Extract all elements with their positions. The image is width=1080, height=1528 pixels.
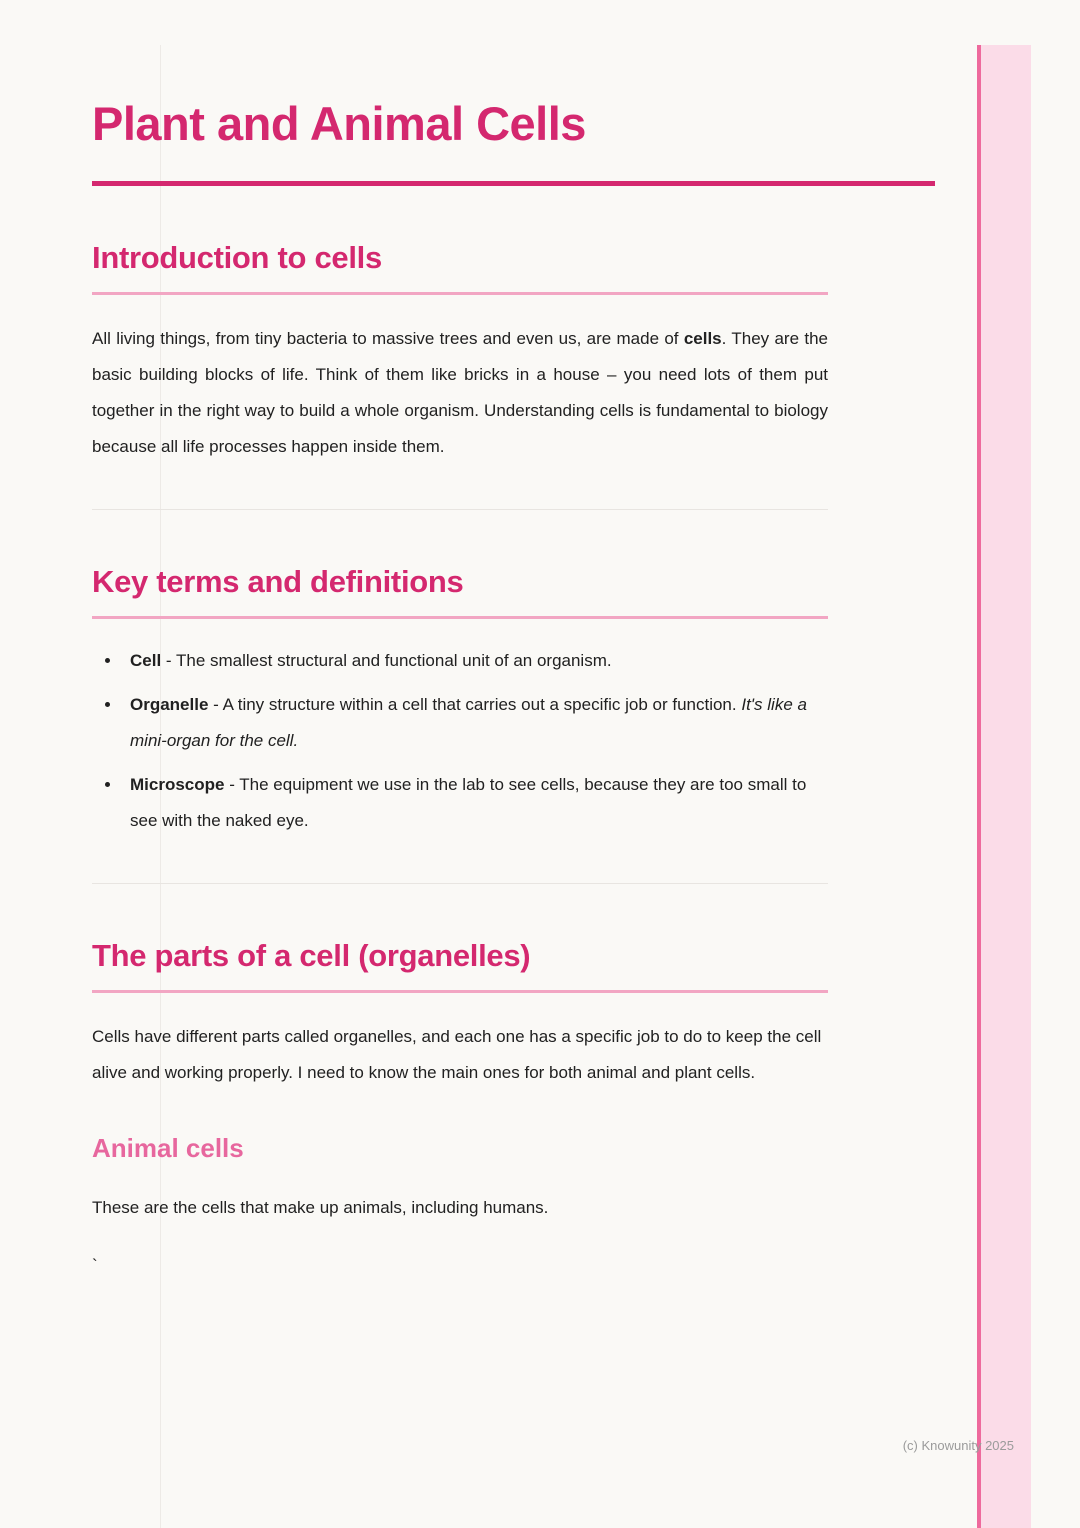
document-content [92, 0, 935, 1276]
term-item-cell: • Cell - The smallest structural and functional unit of an organism. [122, 643, 828, 679]
section-key-terms [92, 564, 828, 839]
section-heading-rule [92, 990, 828, 993]
section-divider [92, 883, 828, 884]
term-list [92, 643, 828, 839]
term-item-organelle: • Organelle - A tiny structure within a cell that carries out a specific job or function. It's like a mini-organ for the cell. [122, 687, 828, 759]
section-introduction [92, 240, 828, 465]
section-heading-rule [92, 616, 828, 619]
page-title: Plant and Animal Cells [92, 97, 586, 150]
section-heading-rule [92, 292, 828, 295]
section-divider [92, 509, 828, 510]
title-rule [92, 181, 935, 186]
term-item-microscope: • Microscope - The equipment we use in the lab to see cells, because they are too small to see with the naked eye. [122, 767, 828, 839]
side-strip [977, 45, 1031, 1528]
section-heading-key-terms: Key terms and definitions [92, 564, 464, 599]
intro-paragraph: All living things, from tiny bacteria to massive trees and even us, are made of cells. They are the basic building blocks of life. Think of them like bricks in a house – you need lots of them put together in the right way to build a whole organism. Understanding cells is fundamental to biology because all life processes happen inside them. [92, 329, 828, 456]
section-heading-parts: The parts of a cell (organelles) [92, 938, 531, 973]
stray-backtick: ` [92, 1256, 98, 1275]
parts-paragraph: Cells have different parts called organelles, and each one has a specific job to do to keep the cell alive and working properly. I need to know the main ones for both animal and plant cells. [92, 1027, 822, 1082]
subsection-heading-animal-cells: Animal cells [92, 1133, 244, 1163]
copyright: (c) Knowunity 2025 [902, 1438, 1014, 1453]
section-heading-introduction: Introduction to cells [92, 240, 382, 275]
section-parts-of-cell [92, 938, 828, 1276]
animal-cells-paragraph: These are the cells that make up animals, including humans. [92, 1198, 549, 1217]
